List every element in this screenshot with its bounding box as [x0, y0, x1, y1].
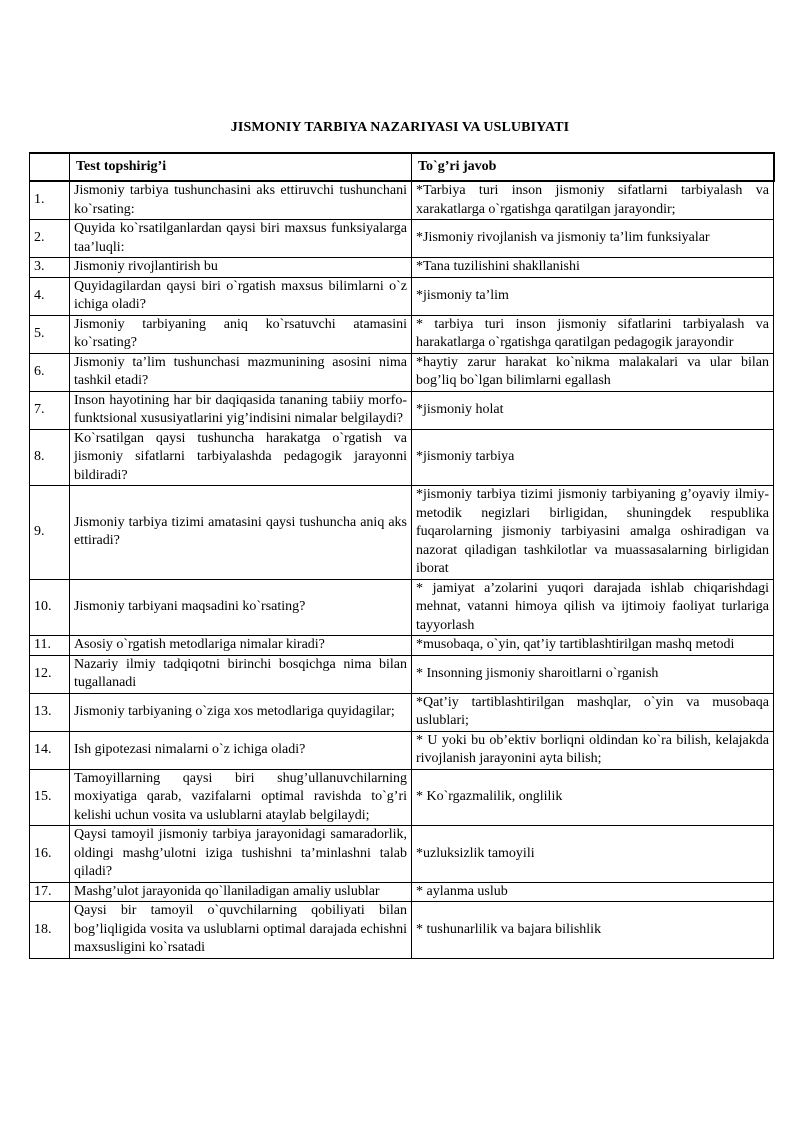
- table-row: [30, 769, 774, 826]
- table-row: [30, 181, 774, 220]
- row-number: 11.: [30, 636, 70, 656]
- row-question: Jismoniy tarbiyani maqsadini ko`rsating?: [70, 579, 412, 636]
- row-number: 2.: [30, 220, 70, 258]
- header-number: [30, 153, 70, 181]
- row-answer: *Tarbiya turi inson jismoniy sifatlarni tarbiyalash va xarakatlarga o`rgatishga qaratilgan jarayondir;: [412, 181, 774, 220]
- row-number: 6.: [30, 353, 70, 391]
- row-question: Jismoniy ta’lim tushunchasi mazmunining asosini nima tashkil etadi?: [70, 353, 412, 391]
- row-question: Jismoniy tarbiyaning o`ziga xos metodlariga quyidagilar;: [70, 693, 412, 731]
- row-question: Mashg’ulot jarayonida qo`llaniladigan amaliy uslublar: [70, 882, 412, 902]
- row-question: Ko`rsatilgan qaysi tushuncha harakatga o`rgatish va jismoniy sifatlarni tarbiyalashda pedagogik jarayonni bildiradi?: [70, 429, 412, 486]
- row-question: Quyida ko`rsatilganlardan qaysi biri maxsus funksiyalarga taa’luqli:: [70, 220, 412, 258]
- row-answer: *Jismoniy rivojlanish va jismoniy ta’lim funksiyalar: [412, 220, 774, 258]
- row-question: Quyidagilardan qaysi biri o`rgatish maxsus bilimlarni o`z ichiga oladi?: [70, 277, 412, 315]
- header-question: Test topshirig’i: [70, 153, 412, 181]
- row-number: 4.: [30, 277, 70, 315]
- row-answer: * Insonning jismoniy sharoitlarni o`rganish: [412, 655, 774, 693]
- row-question: Ish gipotezasi nimalarni o`z ichiga oladi?: [70, 731, 412, 769]
- row-number: 5.: [30, 315, 70, 353]
- row-number: 1.: [30, 181, 70, 220]
- row-number: 10.: [30, 579, 70, 636]
- table-row: [30, 486, 774, 580]
- row-answer: * jamiyat a’zolarini yuqori darajada ishlab chiqarishdagi mehnat, vatanni himoya qilish va ijtimoiy faoliyat turlariga tayyorlash: [412, 579, 774, 636]
- table-row: [30, 902, 774, 959]
- row-number: 7.: [30, 391, 70, 429]
- row-answer: * aylanma uslub: [412, 882, 774, 902]
- row-answer: * tushunarlilik va bajara bilishlik: [412, 902, 774, 959]
- row-answer: *jismoniy ta’lim: [412, 277, 774, 315]
- header-answer: To`g’ri javob: [412, 153, 774, 181]
- table-header-row: [30, 153, 774, 181]
- row-answer: *uzluksizlik tamoyili: [412, 826, 774, 883]
- row-question: Jismoniy tarbiya tizimi amatasini qaysi tushuncha aniq aks ettiradi?: [70, 486, 412, 580]
- row-question: Qaysi bir tamoyil o`quvchilarning qobiliyati bilan bog’liqligida vosita va uslublarni optimal darajada echishni maxsusligini ko`rsatadi: [70, 902, 412, 959]
- table-row: [30, 655, 774, 693]
- row-answer: *Tana tuzilishini shakllanishi: [412, 258, 774, 278]
- table-body: [30, 181, 774, 958]
- table-row: [30, 693, 774, 731]
- row-number: 17.: [30, 882, 70, 902]
- row-number: 18.: [30, 902, 70, 959]
- row-question: Qaysi tamoyil jismoniy tarbiya jarayonidagi samaradorlik, oldingi mashg’ulotni iziga tushishni ta’minlashni talab qiladi?: [70, 826, 412, 883]
- table-row: [30, 882, 774, 902]
- table-row: [30, 429, 774, 486]
- row-answer: *jismoniy tarbiya: [412, 429, 774, 486]
- table-row: [30, 353, 774, 391]
- table-row: [30, 277, 774, 315]
- row-number: 15.: [30, 769, 70, 826]
- row-answer: * Ko`rgazmalilik, onglilik: [412, 769, 774, 826]
- row-question: Asosiy o`rgatish metodlariga nimalar kiradi?: [70, 636, 412, 656]
- row-question: Jismoniy tarbiya tushunchasini aks ettiruvchi tushunchani ko`rsating:: [70, 181, 412, 220]
- table-row: [30, 220, 774, 258]
- row-answer: * tarbiya turi inson jismoniy sifatlarini tarbiyalash va harakatlarga o`rgatishga qaratilgan pedagogik jarayondir: [412, 315, 774, 353]
- test-table: [29, 152, 775, 959]
- table-row: [30, 315, 774, 353]
- row-number: 8.: [30, 429, 70, 486]
- table-row: [30, 826, 774, 883]
- row-question: Jismoniy rivojlantirish bu: [70, 258, 412, 278]
- row-number: 14.: [30, 731, 70, 769]
- row-question: Jismoniy tarbiyaning aniq ko`rsatuvchi atamasini ko`rsating?: [70, 315, 412, 353]
- table-row: [30, 636, 774, 656]
- table-row: [30, 579, 774, 636]
- table-row: [30, 731, 774, 769]
- row-number: 13.: [30, 693, 70, 731]
- table-row: [30, 391, 774, 429]
- row-answer: *haytiy zarur harakat ko`nikma malakalari va ular bilan bog’liq bo`lgan bilimlarni egallash: [412, 353, 774, 391]
- row-question: Tamoyillarning qaysi biri shug’ullanuvchilarning moxiyatiga qarab, vazifalarni optimal ravishda to`g’ri kelishi uchun vosita va uslublarni ataylab belgilaydi;: [70, 769, 412, 826]
- row-question: Inson hayotining har bir daqiqasida tananing tabiiy morfo-funktsional xususiyatlarini yig’indisini nimalar belgilaydi?: [70, 391, 412, 429]
- table-row: [30, 258, 774, 278]
- row-number: 12.: [30, 655, 70, 693]
- row-answer: *jismoniy holat: [412, 391, 774, 429]
- row-answer: * U yoki bu ob’ektiv borliqni oldindan ko`ra bilish, kelajakda rivojlanish jarayonini ayta bilish;: [412, 731, 774, 769]
- row-number: 16.: [30, 826, 70, 883]
- row-answer: *Qat’iy tartiblashtirilgan mashqlar, o`yin va musobaqa uslublari;: [412, 693, 774, 731]
- row-answer: *musobaqa, o`yin, qat’iy tartiblashtirilgan mashq metodi: [412, 636, 774, 656]
- document-title: JISMONIY TARBIYA NAZARIYASI VA USLUBIYATI: [230, 120, 570, 135]
- row-number: 3.: [30, 258, 70, 278]
- row-number: 9.: [30, 486, 70, 580]
- row-answer: *jismoniy tarbiya tizimi jismoniy tarbiyaning g’oyaviy ilmiy-metodik negizlari birligidan, shuningdek respublika fuqarolarning jismoniy tarbiyasini amalga oshiradigan va nazorat qiladigan tashkilotlar va muassasalarning birligidan iborat: [412, 486, 774, 580]
- row-question: Nazariy ilmiy tadqiqotni birinchi bosqichga nima bilan tugallanadi: [70, 655, 412, 693]
